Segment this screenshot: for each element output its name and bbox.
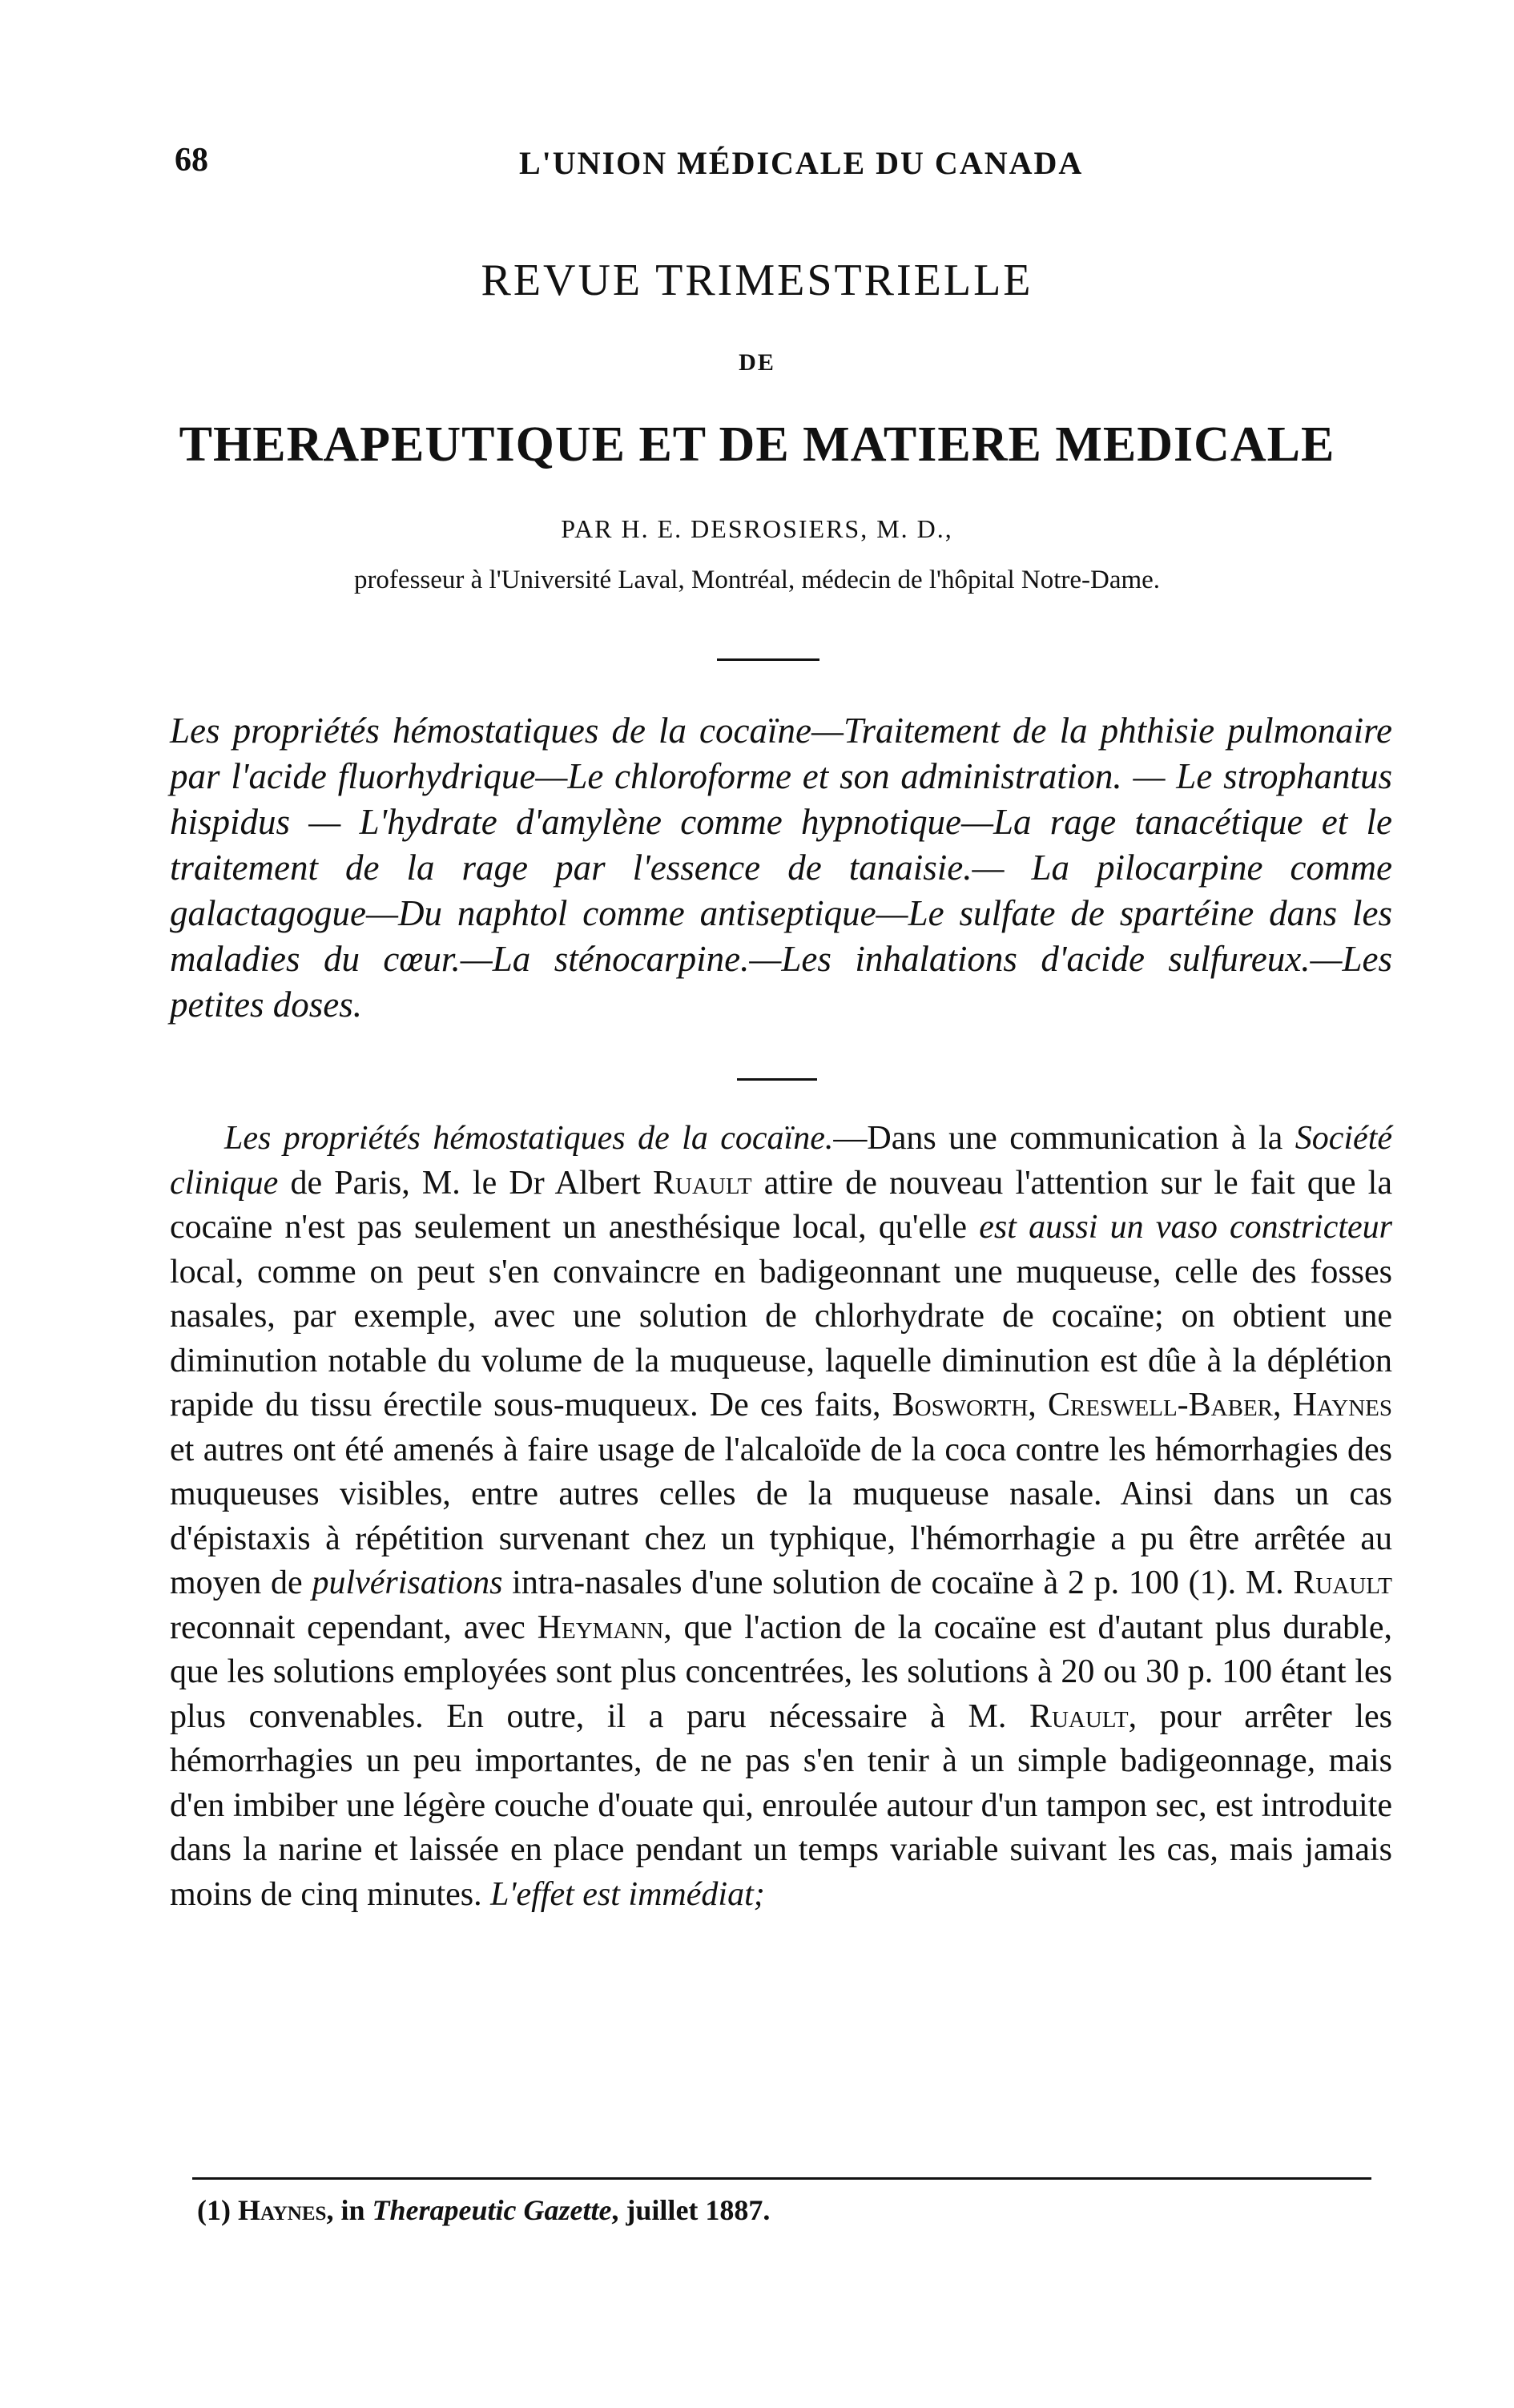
society-name: Société clinique: [170, 1120, 1393, 1202]
running-header: [175, 141, 1368, 189]
author-byline: PAR H. E. DESROSIERS, M. D.,: [561, 514, 953, 543]
divider-rule: [717, 658, 819, 661]
body-text-run: et autres ont été amenés à faire usage de l'alcaloïde de la coca contre les hémorrhagies des muqueuses visibles, entre autres celles de la muqueuse nasale. Ainsi dans un cas d'épistaxis à répétition survenant chez un typhique, l'hémorrhagie a pu être arrêtée au moyen de: [170, 1431, 1392, 1601]
article-title-line3: THERAPEUTIQUE ET DE MATIERE MEDICALE: [179, 417, 1335, 472]
person-name: Haynes: [1292, 1387, 1393, 1423]
person-name: Ruault: [1029, 1697, 1129, 1735]
footnote-journal: Therapeutic Gazette: [372, 2194, 612, 2226]
article-title-line1: REVUE TRIMESTRIELLE: [481, 256, 1033, 305]
body-text-run: , pour arrêter les hémorrhagies un peu importantes, de ne pas s'en tenir à un simple badigeonnage, mais d'en imbiber une légère couche d'ouate qui, enroulée autour d'un tampon sec, est introduite dans la narine et laissée en place pendant un temps variable suivant les cas, mais jamais moins de cinq minutes.: [170, 1697, 1392, 1913]
footnote-rule: [192, 2177, 1371, 2180]
body-text-run: , que l'action de la cocaïne est d'autant plus durable, que les solutions employées sont plus concentrées, les solutions à 20 ou 30 p. 100 étant les plus convenables. En outre, il a paru nécessaire à M.: [170, 1609, 1392, 1735]
emphasis-text: est aussi un vaso constricteur: [979, 1209, 1393, 1246]
body-text-run: attire de nouveau l'attention sur le fait que la cocaïne n'est pas seulement un anesthésique local, qu'elle: [170, 1164, 1392, 1246]
journal-title: L'UNION MÉDICALE DU CANADA: [519, 145, 1084, 181]
person-name: Bosworth: [892, 1387, 1029, 1423]
article-summary: Les propriétés hémostatiques de la cocaïne—Traitement de la phthisie pulmonaire par l'acide fluorhydrique—Le chloroforme et son administration. — Le strophantus hispidus — L'hydrate d'amylène comme hypnotique—La rage tanacétique et le traitement de la rage par l'essence de tanaisie.— La pilocarpine comme galactagogue—Du naphtol comme antiseptique—Le sulfate de spartéine dans les maladies du cœur.—La sténocarpine.—Les inhalations d'acide sulfureux.—Les petites doses.: [170, 711, 1392, 1025]
person-name: Ruault: [653, 1164, 752, 1202]
body-text-run: —Dans une communication à la: [833, 1120, 1295, 1157]
body-text-run: reconnait cependant, avec: [170, 1609, 538, 1646]
body-text-run: de Paris, M. le Dr Albert: [278, 1164, 653, 1202]
author-affiliation: professeur à l'Université Laval, Montréal, médecin de l'hôpital Notre-Dame.: [353, 566, 1161, 594]
emphasis-text: pulvérisations: [312, 1564, 503, 1601]
footnote-author: Haynes: [237, 2194, 327, 2226]
article-title-line2: DE: [739, 349, 775, 376]
emphasis-text: L'effet est immédiat;: [490, 1875, 765, 1913]
body-text-run: ,: [1028, 1387, 1048, 1423]
footnote-text-run: , in: [326, 2194, 372, 2226]
footnote: [197, 2193, 1367, 2227]
body-text-run: intra-nasales d'une solution de cocaïne à 2 p. 100 (1). M.: [502, 1564, 1294, 1601]
section-lead: Les propriétés hémostatiques de la cocaïne.: [224, 1120, 834, 1157]
footnote-marker: (1): [197, 2194, 238, 2226]
footnote-date: , juillet 1887.: [611, 2194, 771, 2226]
person-name: Heymann: [537, 1609, 664, 1646]
body-text-run: local, comme on peut s'en convaincre en badigeonnant une muqueuse, celle des fosses nasales, par exemple, avec une solution de chlorhydrate de cocaïne; on obtient une diminution notable du volume de la muqueuse, laquelle diminution est dûe à la déplétion rapide du tissu érectile sous-muqueux. De ces faits,: [170, 1253, 1392, 1423]
person-name: Ruault: [1293, 1564, 1393, 1601]
divider-rule: [737, 1078, 817, 1081]
body-paragraph: [170, 1117, 1392, 1917]
page-number: 68: [175, 142, 208, 179]
person-name: Creswell-Baber: [1047, 1387, 1274, 1423]
body-text-run: ,: [1273, 1387, 1293, 1423]
